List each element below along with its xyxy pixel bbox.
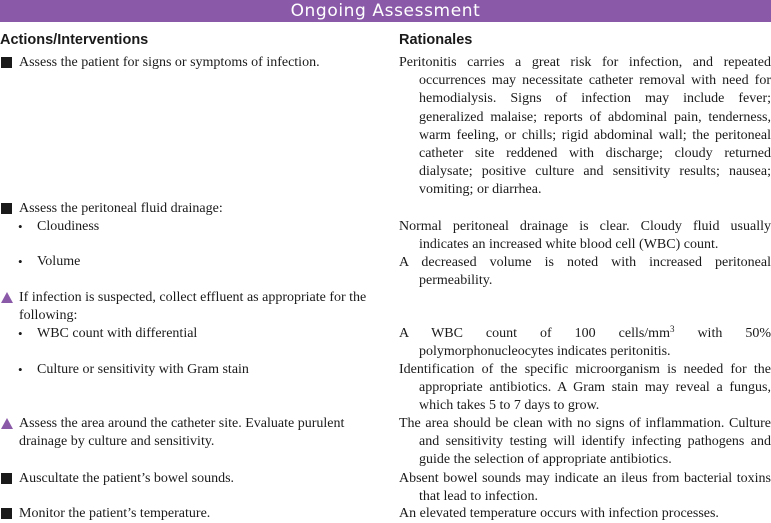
rationale-text: A decreased volume is noted with increased peritoneal permeability.: [399, 255, 771, 289]
sub-item-text: WBC count with differential: [37, 326, 198, 341]
rationales-column-header: Rationales: [399, 32, 473, 48]
action-text: Assess the area around the catheter site. Evaluate purulent drainage by culture and sensitivity.: [19, 416, 345, 450]
action-text: Assess the patient for signs or symptoms of infection.: [19, 55, 320, 70]
square-bullet-icon: [1, 203, 12, 214]
action-item: [0, 200, 380, 218]
sub-item: [0, 253, 380, 271]
action-text: Assess the peritoneal fluid drainage:: [19, 201, 223, 216]
action-item: [0, 505, 380, 523]
rationale-text-part: with 50% polymorphonucleocytes indicates peritonitis.: [419, 326, 771, 360]
action-item: [0, 470, 380, 488]
sub-item-text: Culture or sensitivity with Gram stain: [37, 362, 249, 377]
dot-bullet-icon: •: [18, 219, 23, 234]
dot-bullet-icon: •: [18, 254, 23, 269]
rationale-text: An elevated temperature occurs with infection processes.: [399, 506, 719, 521]
sub-item: [0, 361, 380, 379]
sub-item: [0, 325, 380, 343]
rationale-text: Normal peritoneal drainage is clear. Cloudy fluid usually indicates an increased white blood cell (WBC) count.: [399, 219, 771, 253]
rationale-text: [399, 325, 771, 361]
action-text: If infection is suspected, collect effluent as appropriate for the following:: [19, 290, 367, 324]
triangle-bullet-icon: [1, 292, 13, 303]
actions-column-header: Actions/Interventions: [0, 32, 149, 48]
rationale-text: Absent bowel sounds may indicate an ileus from bacterial toxins that lead to infection.: [399, 471, 771, 505]
section-banner: Ongoing Assessment: [0, 0, 771, 22]
dot-bullet-icon: •: [18, 326, 23, 341]
square-bullet-icon: [1, 57, 12, 68]
sub-item: [0, 218, 380, 236]
action-item: [0, 54, 380, 72]
superscript: 3: [669, 324, 675, 334]
sub-item-text: Cloudiness: [37, 219, 100, 234]
rationale-text-part: A WBC count of 100 cells/mm: [399, 326, 670, 341]
action-text: Auscultate the patient’s bowel sounds.: [19, 471, 235, 486]
action-item: [0, 289, 380, 325]
action-item: [0, 415, 380, 451]
rationale-text: Peritonitis carries a great risk for infection, and repeated occurrences may necessitate catheter removal with need for hemodialysis. Signs of infection may include fever; generalized malaise; reports of abdominal pain, tenderness, warm feeling, or chills; rigid abdominal wall; the peritoneal catheter site reddened with discharge; cloudy returned dialysate; positive culture and sensitivity results; nausea; vomiting; or diarrhea.: [399, 55, 771, 198]
dot-bullet-icon: •: [18, 362, 23, 377]
rationale-text: Identification of the specific microorganism is needed for the appropriate antibiotics. A Gram stain may reveal a fungus, which takes 5 to 7 days to grow.: [399, 362, 771, 414]
rationale-text: The area should be clean with no signs of inflammation. Culture and sensitivity testing will identify infecting pathogens and guide the selection of appropriate antibiotics.: [399, 416, 771, 468]
square-bullet-icon: [1, 508, 12, 519]
triangle-bullet-icon: [1, 418, 13, 429]
sub-item-text: Volume: [37, 254, 81, 269]
square-bullet-icon: [1, 473, 12, 484]
action-text: Monitor the patient’s temperature.: [19, 506, 211, 521]
